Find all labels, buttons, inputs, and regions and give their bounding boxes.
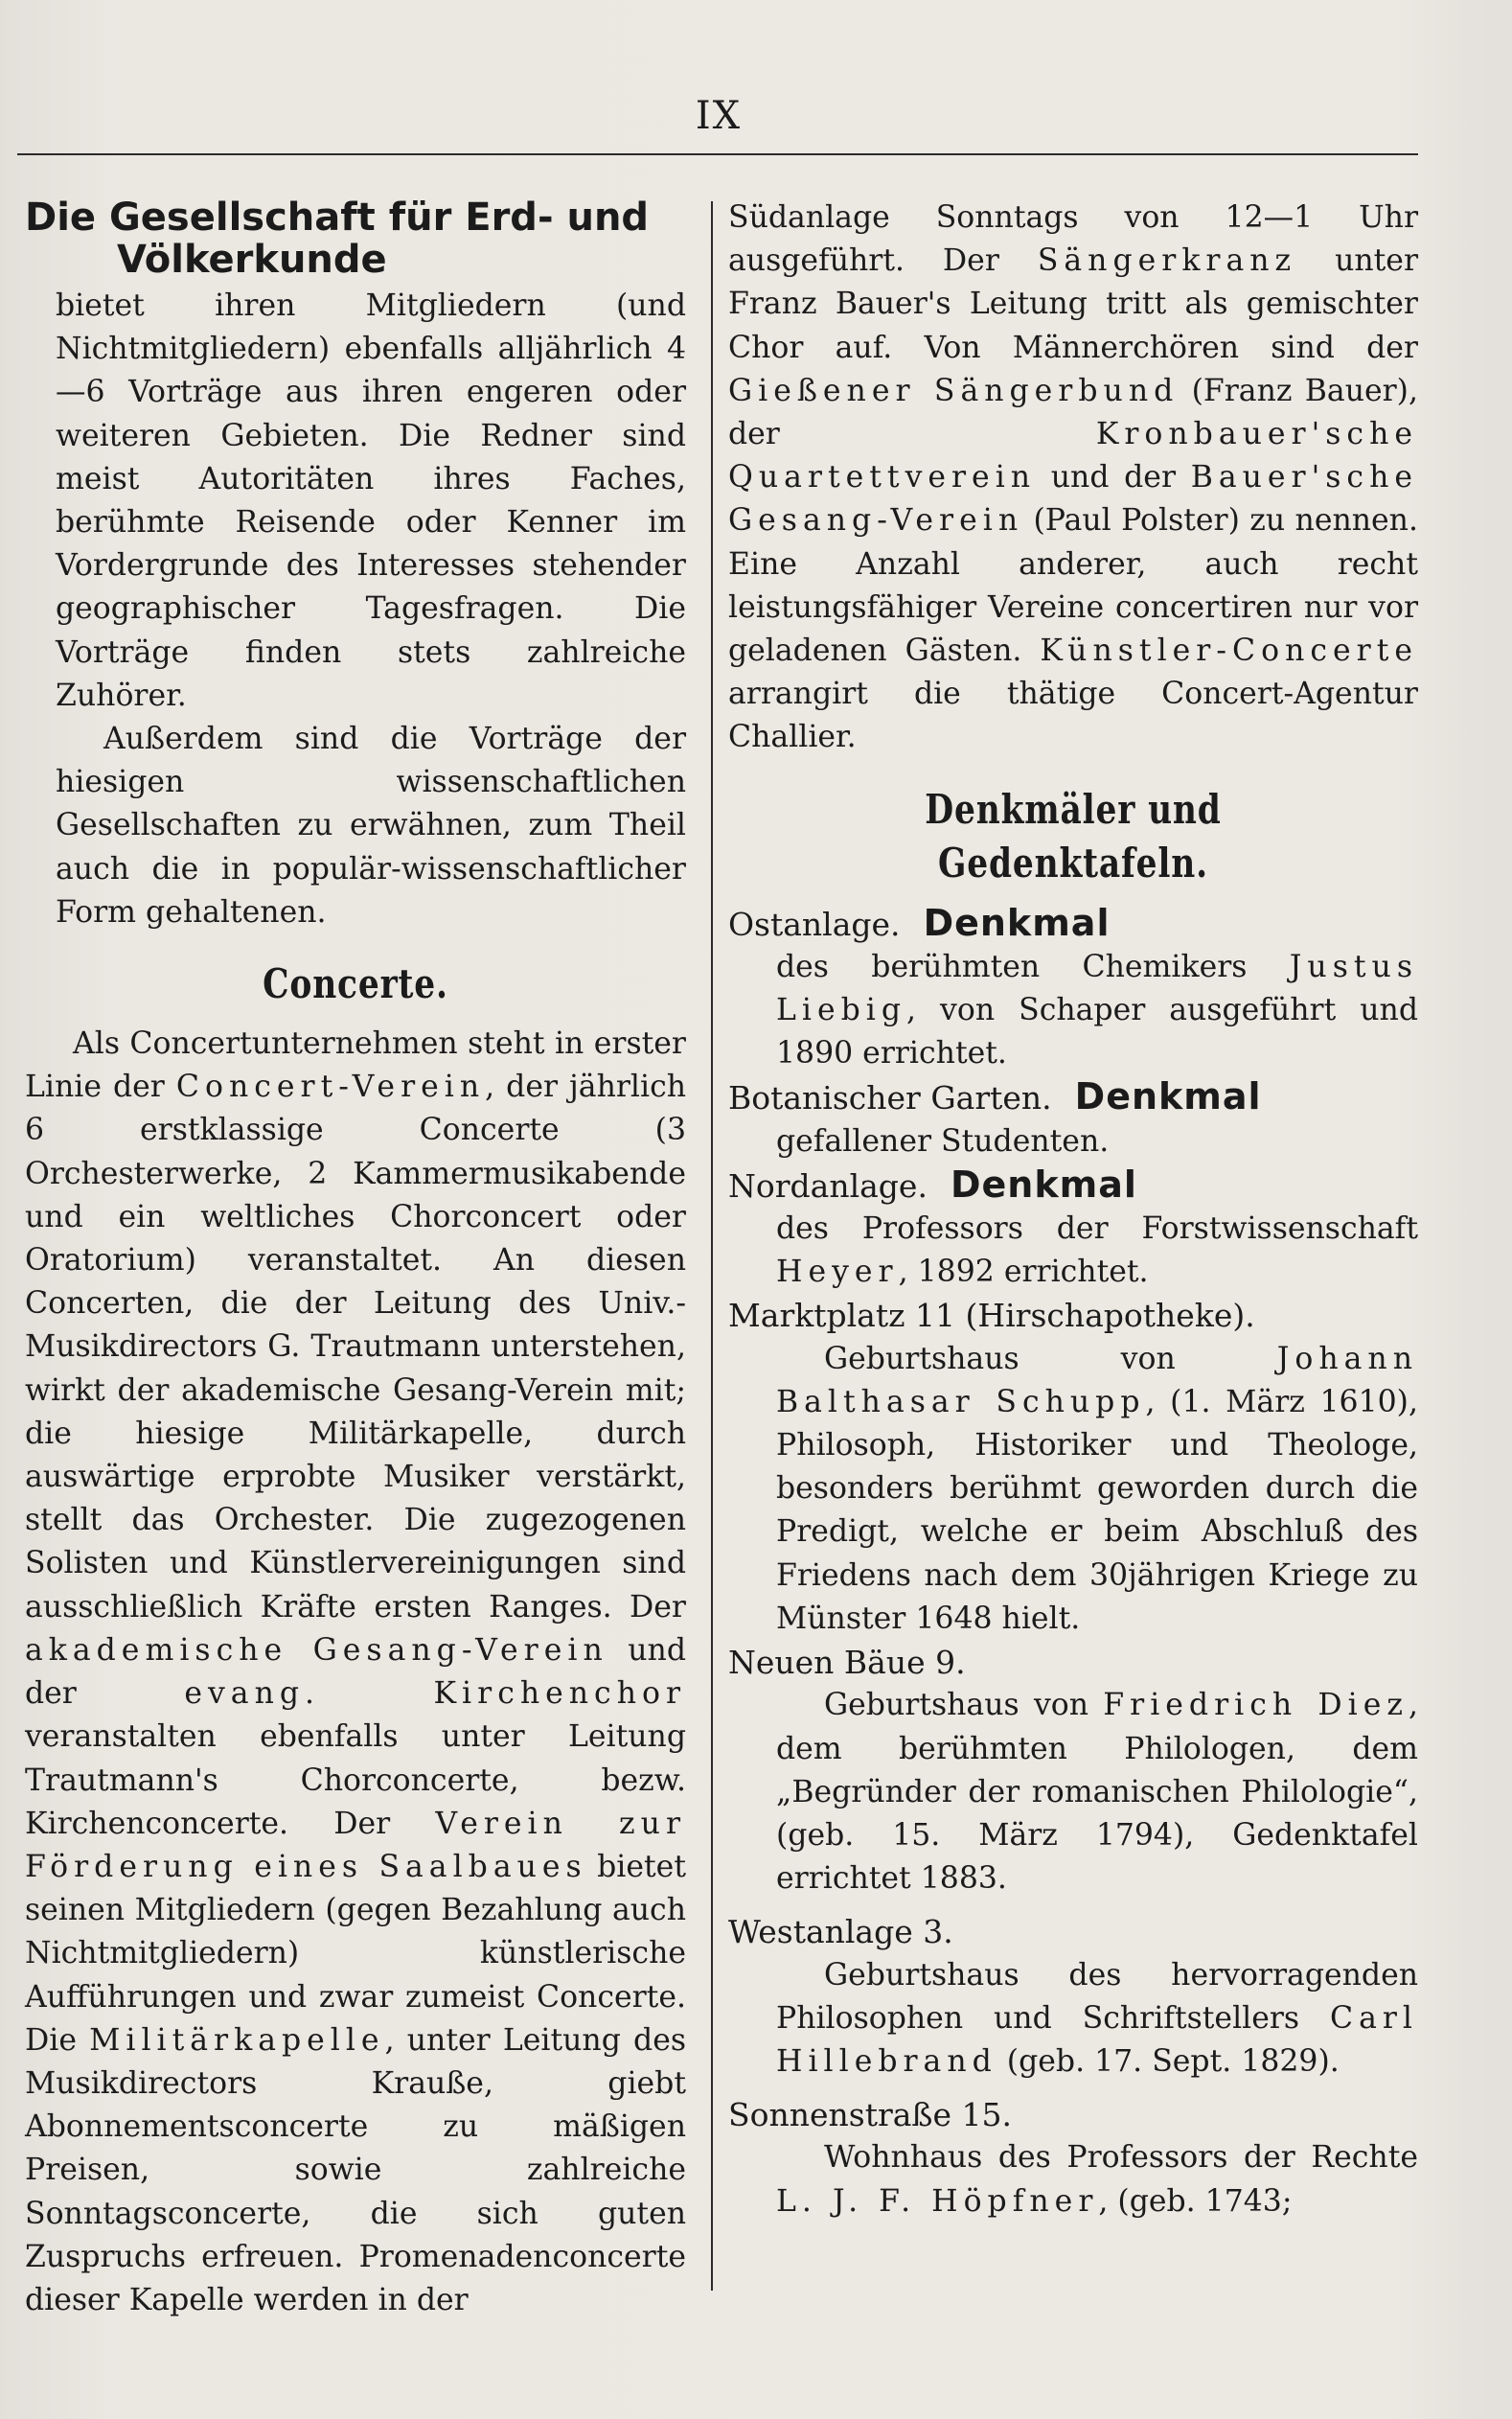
entry-text-b: , (geb. 1743;	[1098, 2183, 1293, 2219]
entry-label: Denkmal	[923, 901, 1111, 944]
entry-location: Botanischer Garten.	[728, 1079, 1052, 1117]
column-divider	[711, 201, 713, 2291]
left-column	[25, 196, 686, 2322]
society-paragraph-2: Außerdem sind die Vorträge der hiesigen wissenschaftlichen Gesellschaften zu erwähnen, zum Theil auch die in populär-wissenschaftlicher Form gehaltenen.	[56, 722, 686, 930]
entry-text	[728, 1338, 1418, 1641]
entry-text	[728, 946, 1418, 1076]
entry-location: Neuen Bäue 9.	[728, 1644, 966, 1682]
entry-text-a: des Professors der Forstwissenschaft	[776, 1211, 1418, 1247]
entry-person-name: Friedrich Diez	[1103, 1688, 1409, 1723]
entry-text-a: Geburtshaus von	[824, 1341, 1277, 1376]
entry-text	[728, 2136, 1418, 2223]
entry-person-name: Heyer	[776, 1255, 899, 1290]
militaerkapelle-name: Militärkapelle	[89, 2022, 385, 2058]
concerts-text-c: und der	[25, 1632, 686, 1712]
entry-location: Ostanlage.	[728, 905, 901, 943]
entry-text-a: Geburtshaus des hervorragenden Philosophen und Schriftstellers	[776, 1957, 1418, 2036]
cont-text-b: unter Franz Bauer's Leitung tritt als gemischter Chor auf. Von Männerchören sind der	[728, 243, 1418, 365]
plaque-entry-sonnenstrasse	[728, 2093, 1418, 2223]
entry-location: Westanlage 3.	[728, 1913, 953, 1951]
concerts-text-a: Als Concertunternehmen steht in erster Linie der	[25, 1026, 686, 1105]
cont-text-d: und der	[1036, 460, 1191, 495]
society-paragraph: bietet ihren Mitgliedern (und Nichtmitgliedern) ebenfalls alljährlich 4—6 Vorträge aus ihren engeren oder weiteren Gebieten. Die Redner sind meist Autoritäten ihres Faches, berühmte Reisende oder Kenner im Vordergrunde des Interesses stehender geographischer Tagesfragen. Die Vorträge finden stets zahlreiche Zuhörer.	[56, 288, 686, 713]
entry-text	[728, 1684, 1418, 1901]
monument-entry	[728, 1163, 1418, 1295]
spacer	[728, 1901, 1418, 1910]
monuments-heading: Denkmäler und Gedenktafeln.	[925, 785, 1222, 887]
monument-entry	[728, 902, 1418, 1076]
entry-text-b: , 1892 errichtet.	[898, 1255, 1149, 1290]
concert-verein-name: Concert-Verein	[175, 1070, 486, 1105]
akademischer-gesang-verein-name: akademische Gesang-Verein	[25, 1632, 608, 1668]
entry-text-a: Geburtshaus von	[824, 1688, 1104, 1723]
entry-text-b: (geb. 17. Sept. 1829).	[997, 2043, 1340, 2079]
concerts-heading: Concerte.	[263, 960, 448, 1008]
header-rule	[17, 153, 1418, 155]
society-title-line1: Die Gesellschaft für Erd- und	[25, 196, 650, 240]
entry-person-name: L. J. F. Höpfner	[776, 2183, 1099, 2219]
entry-text-b: , (1. März 1610), Philosoph, Historiker und Theologe, besonders berühmt geworden durch die Predigt, welche er beim Abschluß des Friedens nach dem 30jährigen Kriege zu Münster 1648 hielt.	[776, 1384, 1418, 1636]
cont-text-f: arrangirt die thätige Concert-Agentur Challier.	[728, 677, 1418, 755]
society-title	[25, 196, 686, 281]
entry-text-a: des berühmten Chemikers	[776, 949, 1290, 984]
spacer	[728, 2084, 1418, 2093]
cont-text-c: (Franz Bauer), der	[728, 373, 1418, 452]
entry-text	[728, 1120, 1418, 1163]
entry-text-a: Wohnhaus des Professors der Rechte	[824, 2140, 1418, 2176]
concerts-text-b: , der jährlich 6 erstklassige Concerte (3 Orchesterwerke, 2 Kammermusikabende und ein weltliches Chorconcert oder Oratorium) veranstaltet. An diesen Concerten, die der Leitung des Univ.-Musikdirectors G. Trautmann unterstehen, wirkt der akademische Gesang-Verein mit; die hiesige Militärkapelle, durch auswärtige erprobte Musiker verstärkt, stellt das Orchester. Die zugezogenen Solisten und Künstlervereinigungen sind ausschließlich Kräfte ersten Ranges. Der	[25, 1070, 686, 1624]
entry-location: Sonnenstraße 15.	[728, 2096, 1012, 2134]
entry-person-name: Carl Hillebrand	[776, 2000, 1418, 2079]
entry-text	[728, 1954, 1418, 2085]
entry-text-b: , von Schaper ausgeführt und 1890 errichtet.	[776, 993, 1418, 1071]
plaque-entry-neuen-baeue	[728, 1641, 1418, 1901]
saengerbund-name: Gießener Sängerbund	[728, 373, 1180, 408]
bauersche-gesang-verein-name: Bauer'sche Gesang-Verein	[728, 460, 1418, 539]
monument-entry	[728, 1075, 1418, 1163]
concerts-text-e: bietet seinen Mitgliedern (gegen Bezahlung auch Nichtmitgliedern) künstlerische Aufführungen und zwar zumeist Concerte. Die	[25, 1849, 686, 2058]
cont-text-e: (Paul Polster) zu nennen. Eine Anzahl anderer, auch recht leistungsfähiger Vereine concertiren nur vor geladenen Gästen.	[728, 503, 1418, 669]
concerts-text-f: , unter Leitung des Musikdirectors Krauße, giebt Abonnementsconcerte zu mäßigen Preisen, sowie zahlreiche Sonntagsconcerte, die sich guten Zuspruchs erfreuen. Promenadenconcerte dieser Kapelle werden in der	[25, 2022, 686, 2317]
kuenstler-concerte-name: Künstler-Concerte	[1040, 634, 1418, 669]
entry-person-name: Johann Balthasar Schupp	[776, 1341, 1418, 1419]
plaque-entry-marktplatz	[728, 1294, 1418, 1641]
concerts-text-d: veranstalten ebenfalls unter Leitung Trautmann's Chorconcerte, bezw. Kirchenconcerte. Der	[25, 1719, 686, 1841]
society-body	[25, 285, 686, 934]
entry-location: Marktplatz 11 (Hirschapotheke).	[728, 1297, 1255, 1335]
entry-header	[728, 1163, 1418, 1208]
entry-label: Denkmal	[950, 1163, 1137, 1206]
society-title-line2: Völkerkunde	[117, 238, 387, 282]
saalbau-verein-name: Verein zur Förderung eines Saalbaues	[25, 1806, 686, 1884]
entry-header	[728, 1075, 1418, 1119]
quartettverein-name: Kronbauer'sche Quartettverein	[728, 417, 1418, 495]
page-edge-shade	[1455, 0, 1512, 2419]
concerts-paragraph	[25, 1023, 686, 2322]
entry-header	[728, 902, 1418, 946]
entry-label: Denkmal	[1074, 1075, 1262, 1118]
right-column	[728, 196, 1418, 2223]
entry-text-b: , dem berühmten Philologen, dem „Begründer der romanischen Philologie“, (geb. 15. März 1794), Gedenktafel errichtet 1883.	[776, 1688, 1419, 1897]
entry-person-name: Justus Liebig	[776, 949, 1418, 1028]
concerts-continuation	[728, 196, 1418, 760]
entry-text-a: gefallener Studenten.	[776, 1123, 1110, 1159]
kirchenchor-name: evang. Kirchenchor	[184, 1676, 686, 1712]
page-number: IX	[695, 94, 743, 138]
entry-location: Nordanlage.	[728, 1166, 928, 1205]
plaque-entry-westanlage	[728, 1910, 1418, 2084]
cont-text-a: Südanlage Sonntags von 12—1 Uhr ausgeführt. Der	[728, 200, 1418, 279]
entry-text	[728, 1208, 1418, 1294]
saengerkranz-name: Sängerkranz	[1037, 243, 1297, 279]
